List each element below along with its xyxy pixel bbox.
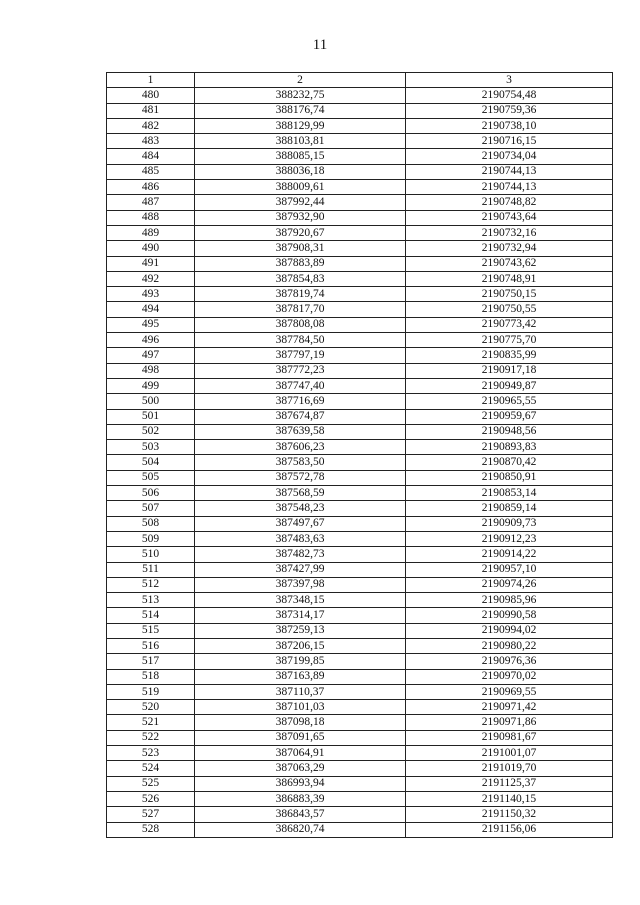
x-coordinate-cell: 387716,69 bbox=[195, 394, 406, 409]
table-row bbox=[107, 608, 613, 623]
point-number-cell: 496 bbox=[107, 333, 195, 348]
x-coordinate-cell: 386883,39 bbox=[195, 791, 406, 806]
table-row bbox=[107, 409, 613, 424]
table-row bbox=[107, 180, 613, 195]
x-coordinate-cell: 387932,90 bbox=[195, 210, 406, 225]
y-coordinate-cell: 2190754,48 bbox=[406, 88, 613, 103]
x-coordinate-cell: 387583,50 bbox=[195, 455, 406, 470]
point-number-cell: 526 bbox=[107, 791, 195, 806]
point-number-cell: 518 bbox=[107, 669, 195, 684]
x-coordinate-cell: 387259,13 bbox=[195, 623, 406, 638]
point-number-cell: 500 bbox=[107, 394, 195, 409]
table-row bbox=[107, 807, 613, 822]
table-row bbox=[107, 577, 613, 592]
point-number-cell: 506 bbox=[107, 486, 195, 501]
point-number-cell: 505 bbox=[107, 470, 195, 485]
y-coordinate-cell: 2190957,10 bbox=[406, 562, 613, 577]
table-row bbox=[107, 470, 613, 485]
x-coordinate-cell: 387817,70 bbox=[195, 302, 406, 317]
table-row bbox=[107, 348, 613, 363]
y-coordinate-cell: 2190744,13 bbox=[406, 164, 613, 179]
table-row bbox=[107, 516, 613, 531]
column-header-2: 2 bbox=[195, 73, 406, 88]
point-number-cell: 516 bbox=[107, 638, 195, 653]
x-coordinate-cell: 387427,99 bbox=[195, 562, 406, 577]
x-coordinate-cell: 387674,87 bbox=[195, 409, 406, 424]
point-number-cell: 517 bbox=[107, 654, 195, 669]
table-row bbox=[107, 746, 613, 761]
point-number-cell: 494 bbox=[107, 302, 195, 317]
table-row bbox=[107, 440, 613, 455]
table-row bbox=[107, 501, 613, 516]
point-number-cell: 523 bbox=[107, 746, 195, 761]
y-coordinate-cell: 2190738,10 bbox=[406, 118, 613, 133]
table-row bbox=[107, 424, 613, 439]
point-number-cell: 501 bbox=[107, 409, 195, 424]
x-coordinate-cell: 387606,23 bbox=[195, 440, 406, 455]
table-row bbox=[107, 378, 613, 393]
page-number: 11 bbox=[312, 37, 328, 53]
point-number-cell: 493 bbox=[107, 287, 195, 302]
y-coordinate-cell: 2190917,18 bbox=[406, 363, 613, 378]
x-coordinate-cell: 388103,81 bbox=[195, 134, 406, 149]
y-coordinate-cell: 2190980,22 bbox=[406, 638, 613, 653]
x-coordinate-cell: 387572,78 bbox=[195, 470, 406, 485]
x-coordinate-cell: 387808,08 bbox=[195, 317, 406, 332]
column-header-1: 1 bbox=[107, 73, 195, 88]
table-row bbox=[107, 256, 613, 271]
point-number-cell: 519 bbox=[107, 684, 195, 699]
y-coordinate-cell: 2190716,15 bbox=[406, 134, 613, 149]
point-number-cell: 514 bbox=[107, 608, 195, 623]
y-coordinate-cell: 2190773,42 bbox=[406, 317, 613, 332]
x-coordinate-cell: 387819,74 bbox=[195, 287, 406, 302]
point-number-cell: 488 bbox=[107, 210, 195, 225]
point-number-cell: 513 bbox=[107, 593, 195, 608]
x-coordinate-cell: 387548,23 bbox=[195, 501, 406, 516]
y-coordinate-cell: 2190959,67 bbox=[406, 409, 613, 424]
x-coordinate-cell: 387772,23 bbox=[195, 363, 406, 378]
table-row bbox=[107, 225, 613, 240]
y-coordinate-cell: 2191140,15 bbox=[406, 791, 613, 806]
y-coordinate-cell: 2190750,55 bbox=[406, 302, 613, 317]
point-number-cell: 511 bbox=[107, 562, 195, 577]
y-coordinate-cell: 2190850,91 bbox=[406, 470, 613, 485]
x-coordinate-cell: 387098,18 bbox=[195, 715, 406, 730]
y-coordinate-cell: 2190859,14 bbox=[406, 501, 613, 516]
x-coordinate-cell: 388232,75 bbox=[195, 88, 406, 103]
column-header-3: 3 bbox=[406, 73, 613, 88]
table-row bbox=[107, 149, 613, 164]
x-coordinate-cell: 387908,31 bbox=[195, 241, 406, 256]
x-coordinate-cell: 388085,15 bbox=[195, 149, 406, 164]
x-coordinate-cell: 387063,29 bbox=[195, 761, 406, 776]
table-row bbox=[107, 88, 613, 103]
point-number-cell: 525 bbox=[107, 776, 195, 791]
table-row bbox=[107, 210, 613, 225]
point-number-cell: 502 bbox=[107, 424, 195, 439]
y-coordinate-cell: 2190981,67 bbox=[406, 730, 613, 745]
y-coordinate-cell: 2190750,15 bbox=[406, 287, 613, 302]
point-number-cell: 524 bbox=[107, 761, 195, 776]
point-number-cell: 497 bbox=[107, 348, 195, 363]
x-coordinate-cell: 387883,89 bbox=[195, 256, 406, 271]
table-row bbox=[107, 455, 613, 470]
y-coordinate-cell: 2190969,55 bbox=[406, 684, 613, 699]
y-coordinate-cell: 2190744,13 bbox=[406, 180, 613, 195]
y-coordinate-cell: 2191125,37 bbox=[406, 776, 613, 791]
table-row bbox=[107, 134, 613, 149]
x-coordinate-cell: 387992,44 bbox=[195, 195, 406, 210]
y-coordinate-cell: 2190743,64 bbox=[406, 210, 613, 225]
y-coordinate-cell: 2190732,94 bbox=[406, 241, 613, 256]
x-coordinate-cell: 388176,74 bbox=[195, 103, 406, 118]
y-coordinate-cell: 2190976,36 bbox=[406, 654, 613, 669]
point-number-cell: 486 bbox=[107, 180, 195, 195]
y-coordinate-cell: 2191156,06 bbox=[406, 822, 613, 837]
y-coordinate-cell: 2190974,26 bbox=[406, 577, 613, 592]
point-number-cell: 522 bbox=[107, 730, 195, 745]
y-coordinate-cell: 2190743,62 bbox=[406, 256, 613, 271]
x-coordinate-cell: 387314,17 bbox=[195, 608, 406, 623]
y-coordinate-cell: 2190775,70 bbox=[406, 333, 613, 348]
point-number-cell: 499 bbox=[107, 378, 195, 393]
table-row bbox=[107, 271, 613, 286]
point-number-cell: 520 bbox=[107, 700, 195, 715]
x-coordinate-cell: 388129,99 bbox=[195, 118, 406, 133]
table-row bbox=[107, 317, 613, 332]
table-row bbox=[107, 669, 613, 684]
y-coordinate-cell: 2190965,55 bbox=[406, 394, 613, 409]
y-coordinate-cell: 2190994,02 bbox=[406, 623, 613, 638]
x-coordinate-cell: 387206,15 bbox=[195, 638, 406, 653]
y-coordinate-cell: 2190734,04 bbox=[406, 149, 613, 164]
table-row bbox=[107, 531, 613, 546]
point-number-cell: 484 bbox=[107, 149, 195, 164]
x-coordinate-cell: 387483,63 bbox=[195, 531, 406, 546]
x-coordinate-cell: 387639,58 bbox=[195, 424, 406, 439]
y-coordinate-cell: 2190990,58 bbox=[406, 608, 613, 623]
x-coordinate-cell: 387797,19 bbox=[195, 348, 406, 363]
point-number-cell: 489 bbox=[107, 225, 195, 240]
table-row bbox=[107, 241, 613, 256]
x-coordinate-cell: 386820,74 bbox=[195, 822, 406, 837]
table-row bbox=[107, 562, 613, 577]
point-number-cell: 528 bbox=[107, 822, 195, 837]
table-row bbox=[107, 730, 613, 745]
table-row bbox=[107, 547, 613, 562]
point-number-cell: 485 bbox=[107, 164, 195, 179]
table-row bbox=[107, 761, 613, 776]
x-coordinate-cell: 387482,73 bbox=[195, 547, 406, 562]
table-row bbox=[107, 195, 613, 210]
x-coordinate-cell: 387747,40 bbox=[195, 378, 406, 393]
x-coordinate-cell: 387091,65 bbox=[195, 730, 406, 745]
table-row bbox=[107, 103, 613, 118]
coordinates-table bbox=[106, 72, 613, 838]
x-coordinate-cell: 387199,85 bbox=[195, 654, 406, 669]
point-number-cell: 490 bbox=[107, 241, 195, 256]
x-coordinate-cell: 387497,67 bbox=[195, 516, 406, 531]
y-coordinate-cell: 2190909,73 bbox=[406, 516, 613, 531]
x-coordinate-cell: 387920,67 bbox=[195, 225, 406, 240]
y-coordinate-cell: 2190870,42 bbox=[406, 455, 613, 470]
y-coordinate-cell: 2190835,99 bbox=[406, 348, 613, 363]
y-coordinate-cell: 2190759,36 bbox=[406, 103, 613, 118]
table-row bbox=[107, 791, 613, 806]
point-number-cell: 510 bbox=[107, 547, 195, 562]
y-coordinate-cell: 2190853,14 bbox=[406, 486, 613, 501]
table-row bbox=[107, 776, 613, 791]
table-row bbox=[107, 700, 613, 715]
y-coordinate-cell: 2191019,70 bbox=[406, 761, 613, 776]
y-coordinate-cell: 2190893,83 bbox=[406, 440, 613, 455]
y-coordinate-cell: 2190914,22 bbox=[406, 547, 613, 562]
table-header-row bbox=[107, 73, 613, 88]
table-row bbox=[107, 287, 613, 302]
point-number-cell: 483 bbox=[107, 134, 195, 149]
y-coordinate-cell: 2190971,42 bbox=[406, 700, 613, 715]
point-number-cell: 480 bbox=[107, 88, 195, 103]
point-number-cell: 512 bbox=[107, 577, 195, 592]
table-row bbox=[107, 654, 613, 669]
y-coordinate-cell: 2190949,87 bbox=[406, 378, 613, 393]
point-number-cell: 527 bbox=[107, 807, 195, 822]
table-row bbox=[107, 363, 613, 378]
y-coordinate-cell: 2190748,82 bbox=[406, 195, 613, 210]
x-coordinate-cell: 387854,83 bbox=[195, 271, 406, 286]
point-number-cell: 481 bbox=[107, 103, 195, 118]
x-coordinate-cell: 387348,15 bbox=[195, 593, 406, 608]
table-row bbox=[107, 486, 613, 501]
y-coordinate-cell: 2190732,16 bbox=[406, 225, 613, 240]
x-coordinate-cell: 387568,59 bbox=[195, 486, 406, 501]
table-row bbox=[107, 593, 613, 608]
table-row bbox=[107, 394, 613, 409]
x-coordinate-cell: 386993,94 bbox=[195, 776, 406, 791]
table-row bbox=[107, 623, 613, 638]
point-number-cell: 504 bbox=[107, 455, 195, 470]
table-row bbox=[107, 118, 613, 133]
y-coordinate-cell: 2190912,23 bbox=[406, 531, 613, 546]
table-row bbox=[107, 684, 613, 699]
point-number-cell: 487 bbox=[107, 195, 195, 210]
x-coordinate-cell: 387110,37 bbox=[195, 684, 406, 699]
x-coordinate-cell: 387784,50 bbox=[195, 333, 406, 348]
y-coordinate-cell: 2190971,86 bbox=[406, 715, 613, 730]
x-coordinate-cell: 387064,91 bbox=[195, 746, 406, 761]
point-number-cell: 491 bbox=[107, 256, 195, 271]
table-row bbox=[107, 822, 613, 837]
point-number-cell: 482 bbox=[107, 118, 195, 133]
point-number-cell: 509 bbox=[107, 531, 195, 546]
point-number-cell: 495 bbox=[107, 317, 195, 332]
point-number-cell: 498 bbox=[107, 363, 195, 378]
y-coordinate-cell: 2190748,91 bbox=[406, 271, 613, 286]
x-coordinate-cell: 388036,18 bbox=[195, 164, 406, 179]
x-coordinate-cell: 387163,89 bbox=[195, 669, 406, 684]
table-row bbox=[107, 302, 613, 317]
point-number-cell: 508 bbox=[107, 516, 195, 531]
table-row bbox=[107, 715, 613, 730]
x-coordinate-cell: 387101,03 bbox=[195, 700, 406, 715]
point-number-cell: 515 bbox=[107, 623, 195, 638]
table-row bbox=[107, 164, 613, 179]
y-coordinate-cell: 2190948,56 bbox=[406, 424, 613, 439]
y-coordinate-cell: 2191150,32 bbox=[406, 807, 613, 822]
y-coordinate-cell: 2190985,96 bbox=[406, 593, 613, 608]
point-number-cell: 507 bbox=[107, 501, 195, 516]
y-coordinate-cell: 2191001,07 bbox=[406, 746, 613, 761]
table-row bbox=[107, 638, 613, 653]
point-number-cell: 492 bbox=[107, 271, 195, 286]
point-number-cell: 503 bbox=[107, 440, 195, 455]
x-coordinate-cell: 386843,57 bbox=[195, 807, 406, 822]
x-coordinate-cell: 388009,61 bbox=[195, 180, 406, 195]
y-coordinate-cell: 2190970,02 bbox=[406, 669, 613, 684]
table-row bbox=[107, 333, 613, 348]
point-number-cell: 521 bbox=[107, 715, 195, 730]
x-coordinate-cell: 387397,98 bbox=[195, 577, 406, 592]
